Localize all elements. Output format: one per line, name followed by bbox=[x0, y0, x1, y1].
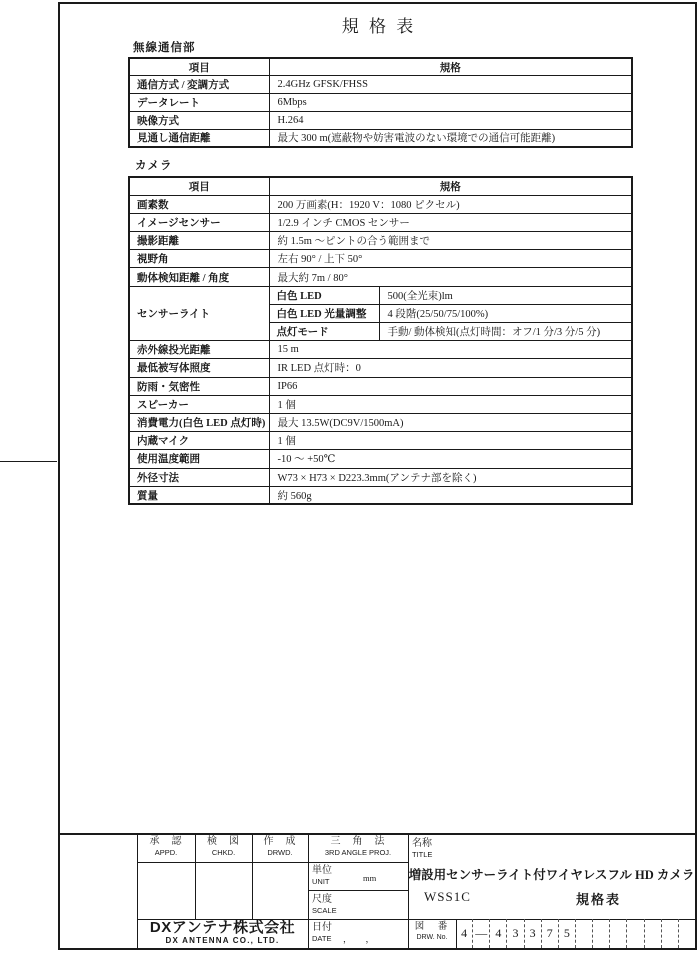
table-row bbox=[129, 341, 632, 359]
table-row bbox=[129, 468, 632, 486]
header-item-cell: 項目 bbox=[129, 177, 269, 195]
spec-item-cell: 通信方式 / 変調方式 bbox=[129, 76, 269, 94]
header-item-cell: 項目 bbox=[129, 58, 269, 76]
table-row bbox=[129, 395, 632, 413]
table-row bbox=[129, 413, 632, 431]
drawing-no-digit bbox=[661, 919, 678, 948]
spec-value-cell: -10 ～ +50℃ bbox=[269, 450, 632, 468]
header-spec-cell: 規格 bbox=[269, 177, 632, 195]
unit-cell bbox=[308, 862, 408, 890]
spec-value-cell: 1/2.9 インチ CMOS センサー bbox=[269, 213, 632, 231]
drawn-cell bbox=[252, 835, 308, 862]
drawing-no-digit bbox=[592, 919, 609, 948]
title-block bbox=[58, 833, 697, 950]
drawing-no-digit: 7 bbox=[541, 919, 558, 948]
section-label-wireless: 無線通信部 bbox=[133, 42, 196, 54]
table-row bbox=[129, 486, 632, 504]
product-title: 増設用センサーライト付ワイヤレスフル HD カメラ bbox=[408, 868, 695, 882]
projection-cell bbox=[308, 835, 408, 862]
page-title: 規 格 表 bbox=[341, 17, 417, 36]
doc-type: 規格表 bbox=[576, 892, 622, 907]
spec-item-cell: 最低被写体照度 bbox=[129, 359, 269, 377]
spec-value-cell: 200 万画素(H：1920 V：1080 ピクセル) bbox=[269, 195, 632, 213]
approved-label-jp: 承 認 bbox=[149, 836, 183, 847]
camera-spec-table bbox=[128, 176, 633, 505]
scale-cell bbox=[308, 891, 408, 919]
spec-value-cell: 1 個 bbox=[269, 395, 632, 413]
drawn-label-en: DRWD. bbox=[267, 848, 293, 857]
wireless-spec-table bbox=[128, 57, 633, 148]
approved-label-en: APPD. bbox=[154, 848, 178, 857]
spec-value-cell: IR LED 点灯時：0 bbox=[269, 359, 632, 377]
header-spec-cell: 規格 bbox=[269, 58, 632, 76]
drawing-no-digit: 4 bbox=[489, 919, 506, 948]
table-header-row bbox=[129, 58, 632, 76]
projection-label-en: 3RD ANGLE PROJ. bbox=[324, 848, 392, 857]
company-name-en: DX ANTENNA CO., LTD. bbox=[165, 936, 280, 945]
spec-value-cell: 4 段階(25/50/75/100%) bbox=[379, 304, 632, 322]
spec-item-cell: 使用温度範囲 bbox=[129, 450, 269, 468]
table-row bbox=[129, 450, 632, 468]
section-label-camera: カメラ bbox=[135, 160, 173, 172]
table-row bbox=[129, 250, 632, 268]
table-row bbox=[129, 76, 632, 94]
date-value: ， ， bbox=[343, 934, 375, 944]
table-row bbox=[129, 111, 632, 129]
drawing-no-digit bbox=[609, 919, 626, 948]
spec-item-cell: 画素数 bbox=[129, 195, 269, 213]
drawing-no-digit: 5 bbox=[558, 919, 575, 948]
spec-value-cell: 最大 13.5W(DC9V/1500mA) bbox=[269, 413, 632, 431]
scale-label-jp: 尺度 bbox=[312, 894, 332, 905]
drawing-no-digit bbox=[678, 919, 695, 948]
spec-item-cell: 映像方式 bbox=[129, 111, 269, 129]
spec-item-cell: スピーカー bbox=[129, 395, 269, 413]
date-label-jp: 日付 bbox=[312, 922, 332, 933]
spec-value-cell: 15 m bbox=[269, 341, 632, 359]
table-row bbox=[129, 94, 632, 112]
spec-value-cell: 2.4GHz GFSK/FHSS bbox=[269, 76, 632, 94]
spec-item-cell-sensor-light: センサーライト bbox=[129, 286, 269, 341]
drawing-no-label-en: DRW. No. bbox=[416, 934, 448, 941]
title-area bbox=[408, 835, 695, 919]
drawing-no-cells bbox=[456, 919, 695, 948]
checked-label-jp: 検 図 bbox=[207, 836, 240, 847]
spec-item-cell: データレート bbox=[129, 94, 269, 112]
spec-value-cell: 1 個 bbox=[269, 432, 632, 450]
spec-value-cell: 約 1.5m ～ピントの合う範囲まで bbox=[269, 232, 632, 250]
table-row bbox=[129, 129, 632, 147]
drawing-no-label-jp: 図 番 bbox=[414, 922, 450, 932]
drawing-no-label-cell bbox=[408, 919, 456, 948]
spec-value-cell: IP66 bbox=[269, 377, 632, 395]
table-row bbox=[129, 377, 632, 395]
drawing-no-digit: — bbox=[472, 919, 489, 948]
spec-value-cell: W73 × H73 × D223.3mm(アンテナ部を除く) bbox=[269, 468, 632, 486]
spec-value-cell: 6Mbps bbox=[269, 94, 632, 112]
spec-value-cell: 最大 300 m(遮蔽物や妨害電波のない環境での通信可能距離) bbox=[269, 129, 632, 147]
spec-item-cell: 赤外線投光距離 bbox=[129, 341, 269, 359]
spec-subitem-cell: 点灯モード bbox=[269, 323, 379, 341]
name-label-en: TITLE bbox=[412, 850, 433, 859]
spec-item-cell: 外径寸法 bbox=[129, 468, 269, 486]
spec-item-cell: 視野角 bbox=[129, 250, 269, 268]
table-row bbox=[129, 213, 632, 231]
spec-value-cell: 手動/ 動体検知(点灯時間：オフ/1 分/3 分/5 分) bbox=[379, 323, 632, 341]
unit-label-en: UNIT bbox=[312, 877, 330, 886]
spec-value-cell: 最大約 7m / 80° bbox=[269, 268, 632, 286]
projection-label-jp: 三 角 法 bbox=[330, 836, 386, 847]
table-row bbox=[129, 359, 632, 377]
drawing-no-digit: 3 bbox=[524, 919, 541, 948]
checked-cell bbox=[195, 835, 252, 862]
spec-subitem-cell: 白色 LED 光量調整 bbox=[269, 304, 379, 322]
drawing-no-digit bbox=[644, 919, 661, 948]
spec-item-cell: イメージセンサー bbox=[129, 213, 269, 231]
drawn-label-jp: 作 成 bbox=[263, 836, 297, 847]
unit-label-jp: 単位 bbox=[312, 865, 332, 876]
unit-value: mm bbox=[363, 873, 377, 883]
spec-item-cell: 動体検知距離 / 角度 bbox=[129, 268, 269, 286]
spec-value-cell: 500(全光束)lm bbox=[379, 286, 632, 304]
table-row bbox=[129, 195, 632, 213]
model-number: WSS1C bbox=[424, 889, 471, 904]
checked-label-en: CHKD. bbox=[211, 848, 236, 857]
spec-value-cell: 約 560g bbox=[269, 486, 632, 504]
spec-item-cell: 防雨・気密性 bbox=[129, 377, 269, 395]
name-label-jp: 名称 bbox=[412, 838, 432, 849]
date-label-en: DATE bbox=[312, 934, 332, 943]
table-row bbox=[129, 268, 632, 286]
spec-value-cell: H.264 bbox=[269, 111, 632, 129]
spec-item-cell: 内蔵マイク bbox=[129, 432, 269, 450]
table-row bbox=[129, 432, 632, 450]
spec-value-cell: 左右 90° / 上下 50° bbox=[269, 250, 632, 268]
drawing-no-digit bbox=[575, 919, 592, 948]
table-header-row bbox=[129, 177, 632, 195]
spec-item-cell: 消費電力(白色 LED 点灯時) bbox=[129, 413, 269, 431]
company-name-jp: DXアンテナ株式会社 bbox=[149, 919, 296, 936]
spec-item-cell: 撮影距離 bbox=[129, 232, 269, 250]
table-row bbox=[129, 232, 632, 250]
spec-item-cell: 質量 bbox=[129, 486, 269, 504]
drawing-no-digit bbox=[626, 919, 643, 948]
spec-subitem-cell: 白色 LED bbox=[269, 286, 379, 304]
company-logo bbox=[137, 919, 308, 948]
approved-cell bbox=[137, 835, 195, 862]
spec-item-cell: 見通し通信距離 bbox=[129, 129, 269, 147]
drawing-no-digit: 4 bbox=[461, 926, 468, 940]
left-center-mark bbox=[0, 461, 57, 462]
date-cell bbox=[308, 919, 408, 948]
drawing-no-digit: 3 bbox=[506, 919, 523, 948]
table-row bbox=[129, 286, 632, 304]
scale-label-en: SCALE bbox=[312, 906, 337, 915]
